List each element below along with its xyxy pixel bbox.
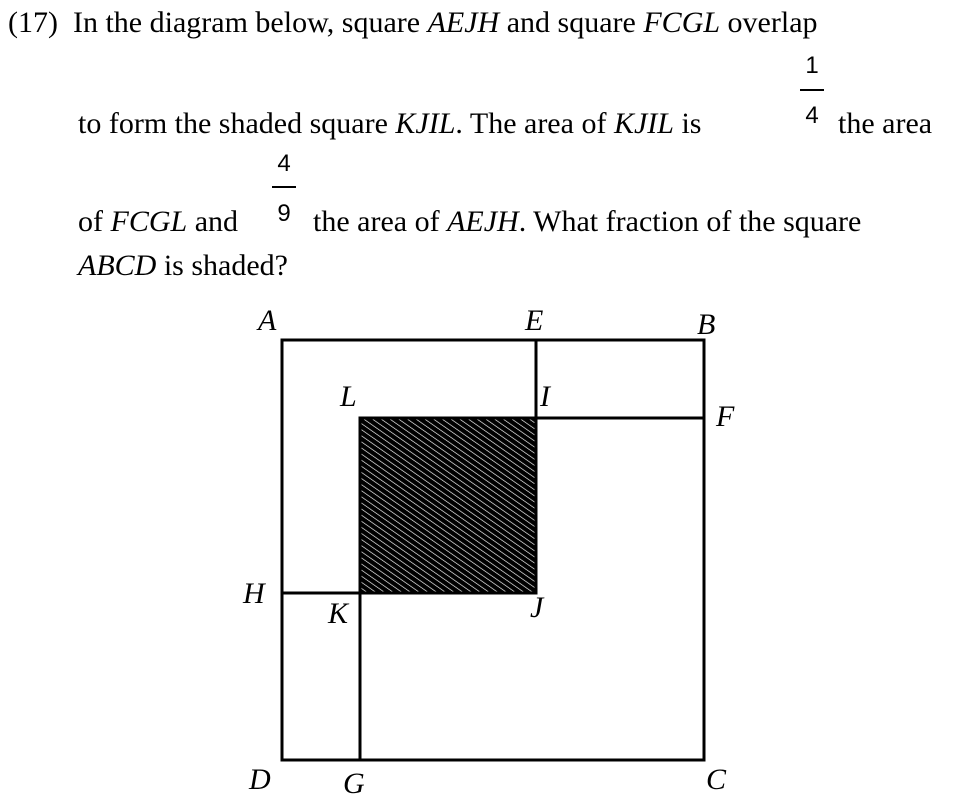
square-aejh-label-2: AEJH [447, 205, 519, 238]
vertex-label-c: C [706, 763, 727, 796]
vertex-label-d: D [249, 763, 271, 796]
line1-text-3: overlap [720, 6, 818, 39]
vertex-label-g: G [343, 767, 365, 800]
line2-text-1: to form the shaded square [78, 107, 396, 140]
vertex-label-k: K [328, 597, 349, 630]
line3-text-4: . What fraction of the square [518, 205, 862, 238]
square-kjil-label: KJIL [395, 107, 456, 140]
line2-text-4: the area [838, 107, 933, 140]
square-fcgl-label: FCGL [643, 6, 721, 39]
line3-text-2: and [187, 205, 239, 238]
fraction-1-denominator: 4 [805, 102, 819, 129]
square-abcd-label: ABCD [78, 249, 157, 282]
fraction-1-numerator: 1 [805, 52, 819, 79]
fraction-2-numerator: 4 [277, 150, 291, 177]
vertex-label-h: H [243, 577, 265, 610]
shaded-square-kjil [360, 418, 536, 593]
square-fcgl-label-2: FCGL [110, 205, 188, 238]
line2-text-3: is [673, 107, 702, 140]
line1-text-1: In the diagram below, square [72, 6, 428, 39]
fraction-2-denominator: 9 [277, 200, 291, 227]
square-aejh-label: AEJH [427, 6, 500, 39]
line4-text-1: is shaded? [156, 249, 288, 282]
line1-text-2: and square [499, 6, 644, 39]
problem-number: (17) [8, 6, 58, 39]
line2-text-2: . The area of [455, 107, 614, 140]
vertex-label-l: L [340, 380, 357, 413]
square-kjil-label-2: KJIL [613, 107, 674, 140]
vertex-label-i: I [540, 380, 550, 413]
line3-text-1: of [78, 205, 111, 238]
vertex-label-a: A [258, 304, 277, 337]
vertex-label-b: B [697, 308, 716, 341]
vertex-label-f: F [716, 400, 735, 433]
line3-text-3: the area of [313, 205, 448, 238]
vertex-label-e: E [525, 304, 544, 337]
vertex-label-j: J [530, 591, 544, 624]
